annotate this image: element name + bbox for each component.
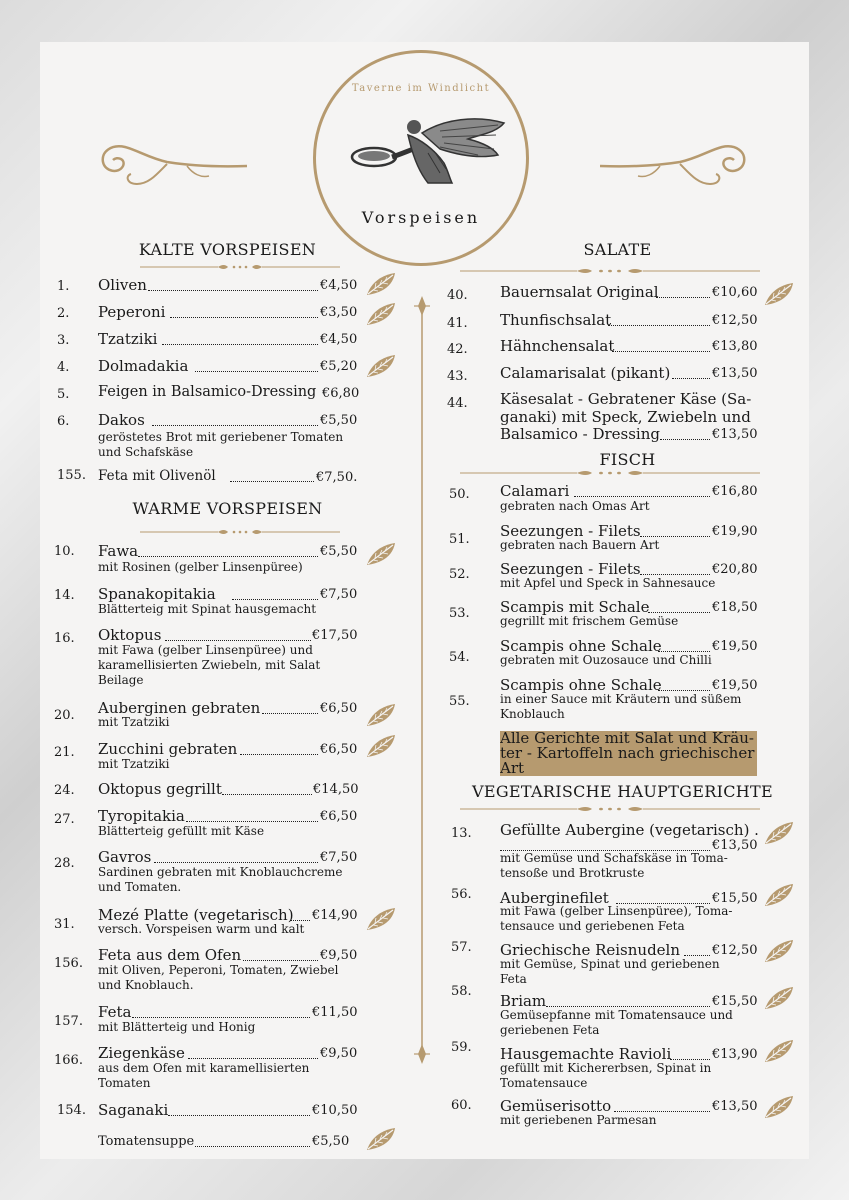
item-number: 41. bbox=[447, 316, 468, 331]
item-price: €7,50 bbox=[320, 850, 358, 865]
item-number: 156. bbox=[54, 956, 83, 971]
item-name: Briam bbox=[500, 992, 547, 1010]
item-number: 6. bbox=[57, 414, 70, 429]
item-price: €19,90 bbox=[712, 524, 758, 539]
item-price: €6,50 bbox=[320, 809, 358, 824]
item-price: €13,80 bbox=[712, 339, 758, 354]
item-name-line3: Balsamico - Dressing bbox=[500, 425, 660, 443]
item-description: in einer Sauce mit Kräutern und süßem Knoblauch bbox=[500, 692, 742, 721]
page-title: Vorspeisen bbox=[361, 208, 481, 227]
leaf-icon bbox=[763, 1094, 795, 1120]
dot-leader bbox=[188, 1058, 318, 1059]
item-description: Blätterteig gefüllt mit Käse bbox=[98, 824, 265, 838]
dot-leader bbox=[684, 955, 710, 956]
item-name: Calamarisalat (pikant) bbox=[500, 364, 671, 382]
item-number: 13. bbox=[451, 826, 472, 841]
item-price: €9,50 bbox=[320, 948, 358, 963]
item-name: Seezungen - Filets bbox=[500, 560, 641, 578]
item-price: €5,20 bbox=[320, 359, 358, 374]
dot-leader bbox=[162, 344, 318, 345]
item-description: mit Oliven, Peperoni, Tomaten, Zwiebel und Knoblauch. bbox=[98, 963, 339, 992]
dot-leader bbox=[170, 317, 318, 318]
heading-kalte-vorspeisen: KALTE VORSPEISEN bbox=[138, 240, 317, 259]
restaurant-name: Taverne im Windlicht bbox=[351, 83, 491, 94]
item-price: €10,60 bbox=[712, 285, 758, 300]
item-number: 54. bbox=[449, 650, 470, 665]
dot-leader bbox=[658, 690, 710, 691]
heading-salate: SALATE bbox=[583, 240, 652, 259]
item-number: 21. bbox=[54, 745, 75, 760]
item-description: gefüllt mit Kichererbsen, Spinat in Tomatensauce bbox=[500, 1061, 712, 1090]
leaf-icon bbox=[763, 820, 795, 846]
item-name: Käsesalat - Gebratener Käse (Sa- bbox=[500, 390, 752, 408]
item-name: Dakos bbox=[98, 411, 145, 429]
item-number: 31. bbox=[54, 917, 75, 932]
item-name: Oliven bbox=[98, 276, 147, 294]
divider-ornament-icon bbox=[140, 262, 340, 272]
item-description: geröstetes Brot mit geriebener Tomaten und Schafskäse bbox=[98, 430, 344, 459]
item-number: 10. bbox=[54, 544, 75, 559]
item-number: 51. bbox=[449, 532, 470, 547]
item-number: 44. bbox=[447, 396, 468, 411]
item-number: 60. bbox=[451, 1098, 472, 1113]
item-number: 58. bbox=[451, 984, 472, 999]
item-number: 56. bbox=[451, 887, 472, 902]
dot-leader bbox=[138, 556, 318, 557]
item-number: 55. bbox=[449, 694, 470, 709]
item-name: Gavros bbox=[98, 848, 152, 866]
item-name: Scampis mit Schale bbox=[500, 598, 650, 616]
item-price: €6,80 bbox=[322, 386, 360, 401]
item-description: mit Rosinen (gelber Linsenpüree) bbox=[98, 560, 303, 574]
heading-warme-vorspeisen: WARME VORSPEISEN bbox=[132, 499, 323, 518]
item-price: €9,50 bbox=[320, 1046, 358, 1061]
dot-leader bbox=[165, 640, 311, 641]
leaf-icon bbox=[763, 882, 795, 908]
item-name: Dolmadakia bbox=[98, 357, 189, 375]
dot-leader bbox=[154, 862, 318, 863]
item-price: €15,50 bbox=[712, 891, 758, 906]
item-name: Griechische Reisnudeln bbox=[500, 941, 681, 959]
dot-leader bbox=[132, 1017, 310, 1018]
item-number: 20. bbox=[54, 708, 75, 723]
item-price: €18,50 bbox=[712, 600, 758, 615]
leaf-icon bbox=[763, 281, 795, 307]
item-price: €13,90 bbox=[712, 1047, 758, 1062]
divider-ornament-icon bbox=[460, 804, 760, 814]
dot-leader bbox=[230, 481, 314, 482]
leaf-icon bbox=[365, 301, 397, 327]
item-name: Oktopus bbox=[98, 626, 162, 644]
dot-leader bbox=[243, 960, 318, 961]
item-number: 50. bbox=[449, 487, 470, 502]
item-description: Gemüsepfanne mit Tomatensauce und geriebenen Feta bbox=[500, 1008, 733, 1037]
dot-leader bbox=[168, 1115, 310, 1116]
leaf-icon bbox=[763, 1038, 795, 1064]
item-number: 3. bbox=[57, 333, 70, 348]
item-number: 16. bbox=[54, 631, 75, 646]
item-price: €5,50 bbox=[320, 544, 358, 559]
item-name: Fawa bbox=[98, 542, 139, 560]
dot-leader bbox=[152, 425, 318, 426]
item-description: mit Blätterteig und Honig bbox=[98, 1020, 256, 1034]
item-price: €14,90 bbox=[312, 908, 358, 923]
item-description: mit geriebenen Parmesan bbox=[500, 1113, 657, 1127]
item-price: €20,80 bbox=[712, 562, 758, 577]
item-number: 57. bbox=[451, 940, 472, 955]
item-number: 1. bbox=[57, 279, 70, 294]
item-name: Tzatziki bbox=[98, 330, 158, 348]
item-description: Blätterteig mit Spinat hausgemacht bbox=[98, 602, 317, 616]
item-name: Oktopus gegrillt bbox=[98, 780, 222, 798]
dot-leader bbox=[186, 821, 318, 822]
dot-leader bbox=[658, 651, 710, 652]
item-description: Sardinen gebraten mit Knoblauchcreme und Tomaten. bbox=[98, 865, 343, 894]
item-price: €14,50 bbox=[313, 782, 359, 797]
item-number: 40. bbox=[447, 288, 468, 303]
item-name: Mezé Platte (vegetarisch) bbox=[98, 906, 294, 924]
leaf-icon bbox=[365, 353, 397, 379]
leaf-icon bbox=[763, 985, 795, 1011]
item-description: mit Fawa (gelber Linsenpüree), Toma-tensauce und geriebenen Feta bbox=[500, 904, 733, 933]
item-description: aus dem Ofen mit karamellisierten Tomaten bbox=[98, 1061, 310, 1090]
item-name: Thunfischsalat bbox=[500, 311, 612, 329]
divider-ornament-icon bbox=[460, 266, 760, 276]
leaf-icon bbox=[365, 906, 397, 932]
item-name: Gemüserisotto bbox=[500, 1097, 612, 1115]
item-name: Feigen in Balsamico-Dressing bbox=[98, 384, 317, 400]
item-number: 43. bbox=[447, 369, 468, 384]
item-price: €19,50 bbox=[712, 678, 758, 693]
heading-fisch: FISCH bbox=[599, 450, 656, 469]
leaf-icon bbox=[763, 938, 795, 964]
item-price: €10,50 bbox=[312, 1103, 358, 1118]
item-name: Seezungen - Filets bbox=[500, 522, 641, 540]
item-price: €13,50 bbox=[712, 838, 758, 853]
dot-leader bbox=[232, 599, 318, 600]
dot-leader bbox=[612, 351, 710, 352]
item-price: €13,50 bbox=[712, 366, 758, 381]
item-name: Scampis ohne Schale bbox=[500, 676, 662, 694]
item-description: gebraten nach Omas Art bbox=[500, 499, 650, 513]
item-name: Feta bbox=[98, 1003, 132, 1021]
item-price: €5,50 bbox=[312, 1134, 350, 1149]
item-price: €4,50 bbox=[320, 332, 358, 347]
dot-leader bbox=[672, 378, 710, 379]
item-name-line2: ganaki) mit Speck, Zwiebeln und bbox=[500, 408, 751, 426]
dot-leader bbox=[574, 496, 710, 497]
logo-circle bbox=[313, 50, 529, 266]
item-number: 166. bbox=[54, 1053, 83, 1068]
item-description: mit Tzatziki bbox=[98, 715, 170, 729]
item-price: €13,50 bbox=[712, 1099, 758, 1114]
item-number: 4. bbox=[57, 360, 70, 375]
item-number: 155. bbox=[57, 468, 86, 483]
item-name: Gefüllte Aubergine (vegetarisch) . bbox=[500, 821, 759, 839]
vertical-divider-icon bbox=[412, 296, 432, 1064]
item-description: gebraten mit Ouzosauce und Chilli bbox=[500, 653, 712, 667]
dot-leader bbox=[608, 325, 710, 326]
item-name: Spanakopitakia bbox=[98, 585, 216, 603]
dot-leader bbox=[648, 612, 710, 613]
item-number: 28. bbox=[54, 856, 75, 871]
item-price: €6,50 bbox=[320, 701, 358, 716]
item-number: 27. bbox=[54, 812, 75, 827]
dot-leader bbox=[640, 536, 710, 537]
dot-leader bbox=[640, 574, 710, 575]
dot-leader bbox=[660, 439, 710, 440]
item-name: Zucchini gebraten bbox=[98, 740, 238, 758]
dot-leader bbox=[222, 794, 312, 795]
side-dish-note: Alle Gerichte mit Salat und Kräu-ter - Kartoffeln nach griechischer Art bbox=[500, 731, 757, 776]
item-number: 42. bbox=[447, 342, 468, 357]
dot-leader bbox=[290, 920, 310, 921]
leaf-icon bbox=[365, 1126, 397, 1152]
item-price: €12,50 bbox=[712, 943, 758, 958]
dot-leader bbox=[262, 713, 318, 714]
item-price: €3,50 bbox=[320, 305, 358, 320]
item-name: Feta aus dem Ofen bbox=[98, 946, 242, 964]
angel-logo-icon bbox=[348, 113, 508, 185]
item-number: 52. bbox=[449, 567, 470, 582]
item-description: mit Fawa (gelber Linsenpüree) und karamellisierten Zwiebeln, mit Salat Beilage bbox=[98, 643, 321, 687]
item-number: 154. bbox=[57, 1103, 86, 1118]
item-name: Calamari bbox=[500, 482, 570, 500]
item-description: gebraten nach Bauern Art bbox=[500, 538, 660, 552]
item-description: mit Gemüse, Spinat und geriebenen Feta bbox=[500, 957, 720, 986]
heading-vegetarische-hauptgerichte: VEGETARISCHE HAUPTGERICHTE bbox=[472, 782, 773, 801]
item-price: €5,50 bbox=[320, 413, 358, 428]
item-name: Feta mit Olivenöl bbox=[98, 468, 216, 484]
item-price: €11,50 bbox=[312, 1005, 358, 1020]
item-description: gegrillt mit frischem Gemüse bbox=[500, 614, 679, 628]
item-description: mit Gemüse und Schafskäse in Toma-tensoße und Brotkruste bbox=[500, 851, 728, 880]
item-name: Tyropitakia bbox=[98, 807, 185, 825]
item-description: mit Tzatziki bbox=[98, 757, 170, 771]
item-number: 24. bbox=[54, 783, 75, 798]
item-number: 53. bbox=[449, 606, 470, 621]
flourish-right-icon bbox=[600, 140, 750, 192]
dot-leader bbox=[195, 371, 318, 372]
item-price: €6,50 bbox=[320, 742, 358, 757]
item-number: 14. bbox=[54, 588, 75, 603]
dot-leader bbox=[670, 1059, 710, 1060]
item-name: Hausgemachte Ravioli bbox=[500, 1045, 672, 1063]
item-price: €16,80 bbox=[712, 484, 758, 499]
dot-leader bbox=[195, 1146, 310, 1147]
dot-leader bbox=[614, 1111, 710, 1112]
divider-ornament-icon bbox=[140, 527, 340, 537]
dot-leader bbox=[148, 290, 318, 291]
leaf-icon bbox=[365, 733, 397, 759]
item-name: Hähnchensalat bbox=[500, 337, 615, 355]
dot-leader bbox=[656, 297, 710, 298]
item-number: 59. bbox=[451, 1040, 472, 1055]
dot-leader bbox=[546, 1006, 710, 1007]
item-price: €4,50 bbox=[320, 278, 358, 293]
leaf-icon bbox=[365, 271, 397, 297]
dot-leader bbox=[240, 754, 318, 755]
item-description: versch. Vorspeisen warm und kalt bbox=[98, 922, 305, 936]
item-price: €15,50 bbox=[712, 994, 758, 1009]
item-name: Bauernsalat Original bbox=[500, 283, 659, 301]
item-name: Peperoni bbox=[98, 303, 166, 321]
item-price: €7,50. bbox=[316, 470, 358, 485]
divider-ornament-icon bbox=[460, 468, 760, 478]
item-name: Auberginefilet bbox=[500, 889, 609, 907]
item-price: €19,50 bbox=[712, 639, 758, 654]
item-name: Scampis ohne Schale bbox=[500, 637, 662, 655]
item-price: €7,50 bbox=[320, 587, 358, 602]
item-price: €13,50 bbox=[712, 427, 758, 442]
item-price: €17,50 bbox=[312, 628, 358, 643]
leaf-icon bbox=[365, 541, 397, 567]
item-name: Ziegenkäse bbox=[98, 1044, 185, 1062]
item-description: mit Apfel und Speck in Sahnesauce bbox=[500, 576, 716, 590]
item-name: Auberginen gebraten bbox=[98, 699, 261, 717]
item-price: €12,50 bbox=[712, 313, 758, 328]
item-number: 5. bbox=[57, 387, 70, 402]
item-name: Saganaki bbox=[98, 1101, 169, 1119]
item-number: 2. bbox=[57, 306, 70, 321]
item-name: Tomatensuppe bbox=[98, 1134, 195, 1149]
leaf-icon bbox=[365, 702, 397, 728]
item-number: 157. bbox=[54, 1014, 83, 1029]
flourish-left-icon bbox=[97, 140, 247, 192]
